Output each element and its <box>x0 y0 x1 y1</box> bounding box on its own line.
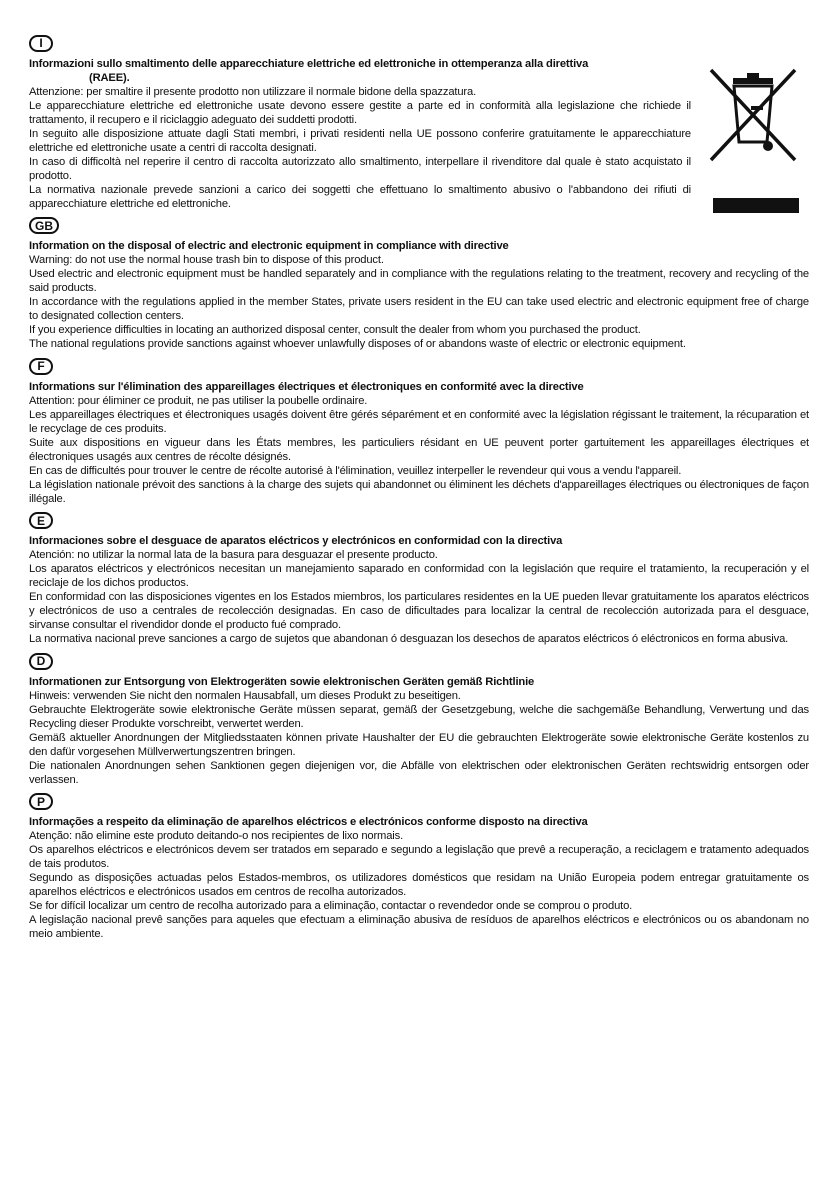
section-spanish <box>29 512 809 647</box>
paragraph: The national regulations provide sanctions against whoever unlawfully disposes of or abandons waste of electric or electronic equipment. <box>29 338 686 350</box>
paragraph: Suite aux dispositions en vigueur dans les États membres, les particuliers résidant en UE peuvent porter gartuitement les appareillages électriques et électroniques usagés aux centres de récolte désignés. <box>29 436 809 463</box>
document-page <box>29 34 809 947</box>
section-french <box>29 357 809 506</box>
paragraph: In accordance with the regulations applied in the member States, private users resident in the EU can take used electric and electronic equipment free of charge to designated collection centers. <box>29 296 809 322</box>
paragraph: En conformidad con las disposiciones vigentes en los Estados miembros, los particulares residentes en la UE pueden llevar gratuitamente los aparatos eléctricos y electrónicos de uso a centrales de recolección designadas. En caso de dificultades para localizar la central de recolección autorizada para el desguace, sirvanse consultar el rivendidor donde el producto fué comprado. <box>29 591 809 631</box>
paragraph: La normativa nacional preve sanciones a cargo de sujetos que abandonan ó desguazan los desechos de aparatos eléctricos ó eléctronicos en forma abusiva. <box>29 633 789 645</box>
section-heading-f: Informations sur l'élimination des appareillages électriques et électroniques en conformité avec la directive <box>29 380 584 393</box>
paragraph: A legislação nacional prevê sanções para aqueles que efectuam a eliminação abusiva de resíduos de aparelhos eléctricos e electrónicos ou os abandonam no meio ambiente. <box>29 914 809 940</box>
section-german <box>29 652 809 787</box>
paragraph: Attenzione: per smaltire il presente prodotto non utilizzare il normale bidone della spazzatura. <box>29 85 477 98</box>
language-badge-d: D <box>29 653 53 670</box>
language-badge-e: E <box>29 512 53 529</box>
paragraph: In caso di difficoltà nel reperire il centro di raccolta autorizzato allo smaltimento, interpellare il rivenditore dal quale è stato acquistato il prodotto. <box>29 155 691 182</box>
language-badge-p: P <box>29 793 53 810</box>
paragraph: Los aparatos eléctricos y electrónicos necesitan un manejamiento saparado en conformidad con la legislación que require el tratamiento, la recuperación y el reciclaje de los dichos productos. <box>29 563 809 589</box>
language-badge-it: I <box>29 35 53 52</box>
paragraph: If you experience difficulties in locating an authorized disposal center, consult the dealer from whom you purchased the product. <box>29 324 641 336</box>
paragraph: Segundo as disposições actuadas pelos Estados-membros, os utilizadores domésticos que residam na União Europeia podem entregar gratuitamente os aparelhos eléctricos e electrónicos usados em centros de recolha autorizados. <box>29 872 809 898</box>
paragraph: Gebrauchte Elektrogeräte sowie elektronische Geräte müssen separat, gemäß der Gesetzgebung, welche die sachgemäße Behandlung, Verwertung und das Recycling dieser Produkte vorschreibt, verwertet werden. <box>29 703 809 730</box>
paragraph: Hinweis: verwenden Sie nicht den normalen Hausabfall, um dieses Produkt zu beseitigen. <box>29 689 461 702</box>
bin-wheel <box>763 141 773 151</box>
paragraph: En cas de difficultés pour trouver le centre de récolte autorisé à l'élimination, veuillez interpeller le revendeur qui vous a vendu l'appareil. <box>29 464 682 477</box>
paragraph: Les appareillages électriques et électroniques usagés doivent être gérés séparément et en conformité avec la législation régissant le traitement, la récuparation et le recyclage de ces produits. <box>29 408 809 435</box>
paragraph: La normativa nazionale prevede sanzioni a carico dei soggetti che effettuano lo smaltimento abusivo o l'abbandono dei rifiuti di apparecchiature elettriche ed elettroniche. <box>29 183 691 210</box>
paragraph: Atenção: não elimine este produto deitando-o nos recipientes de lixo normais. <box>29 830 404 842</box>
paragraph: Os aparelhos eléctricos e electrónicos devem ser tratados em separado e segundo a legislação que prevê a recuperação, a reciclagem e tratamento adequados de tais produtos. <box>29 844 809 870</box>
paragraph: Attention: pour éliminer ce produit, ne pas utiliser la poubelle ordinaire. <box>29 394 368 407</box>
language-badge-gb: GB <box>29 217 59 234</box>
weee-symbol <box>703 64 803 214</box>
paragraph: Warning: do not use the normal house trash bin to dispose of this product. <box>29 254 384 266</box>
paragraph: Le apparecchiature elettriche ed elettroniche usate devono essere gestite a parte ed in conformità alla legislazione che richiede il trattamento, il recupero e il riciclaggio adeguato dei suddetti prodotti. <box>29 99 691 126</box>
section-heading-it <box>29 57 691 85</box>
bin-handle <box>747 73 759 79</box>
language-badge-f: F <box>29 358 53 375</box>
section-heading-p: Informações a respeito da eliminação de aparelhos eléctricos e electrónicos conforme disposto na directiva <box>29 816 588 828</box>
paragraph: Gemäß aktueller Anordnungen der Mitgliedsstaaten können private Haushalter der EU die gebrauchten Elektrogeräte sowie elektronische Geräte kostenlos zu den dafür vorgesehen Müllverwertungszentren bringen. <box>29 731 809 758</box>
heading-text-it: Informazioni sullo smaltimento delle apparecchiature elettriche ed elettroniche in ottemperanza alla direttiva <box>29 57 589 70</box>
heading-text-it-cont: (RAEE). <box>89 71 130 84</box>
section-heading-d: Informationen zur Entsorgung von Elektrogeräten sowie elektronischen Geräten gemäß Richtlinie <box>29 675 535 688</box>
section-english <box>29 217 809 352</box>
crossed-out-wheelie-bin-icon <box>703 64 803 194</box>
paragraph: La législation nationale prévoit des sanctions à la charge des sujets qui abandonnet ou éliminent les déchets d'appareillages électriques ou électroniques de façon illégale. <box>29 478 809 505</box>
paragraph: Atención: no utilizar la normal lata de la basura para desguazar el presente producto. <box>29 549 438 561</box>
section-heading-gb: Information on the disposal of electric and electronic equipment in compliance with directive <box>29 240 509 252</box>
paragraph: Se for difícil localizar um centro de recolha autorizado para a eliminação, contactar o revendedor onde se comprou o produto. <box>29 900 633 912</box>
section-portuguese <box>29 793 809 942</box>
section-heading-e: Informaciones sobre el desguace de aparatos eléctricos y electrónicos en conformidad con la directiva <box>29 535 563 547</box>
section-italian <box>29 34 809 211</box>
paragraph: In seguito alle disposizione attuate dagli Stati membri, i privati residenti nella UE possono conferire gratuitamente le apparecchiature elettriche ed elettroniche usate a centri di raccolta designati. <box>29 127 691 154</box>
weee-black-bar <box>713 198 799 213</box>
paragraph: Die nationalen Anordnungen sehen Sanktionen gegen diejenigen vor, die Abfälle von elektrischen oder elektronischen Geräten rechtswidrig entsorgen oder verlassen. <box>29 759 809 786</box>
paragraph: Used electric and electronic equipment must be handled separately and in compliance with the regulations relating to the treatment, recovery and recycling of the said products. <box>29 268 809 294</box>
